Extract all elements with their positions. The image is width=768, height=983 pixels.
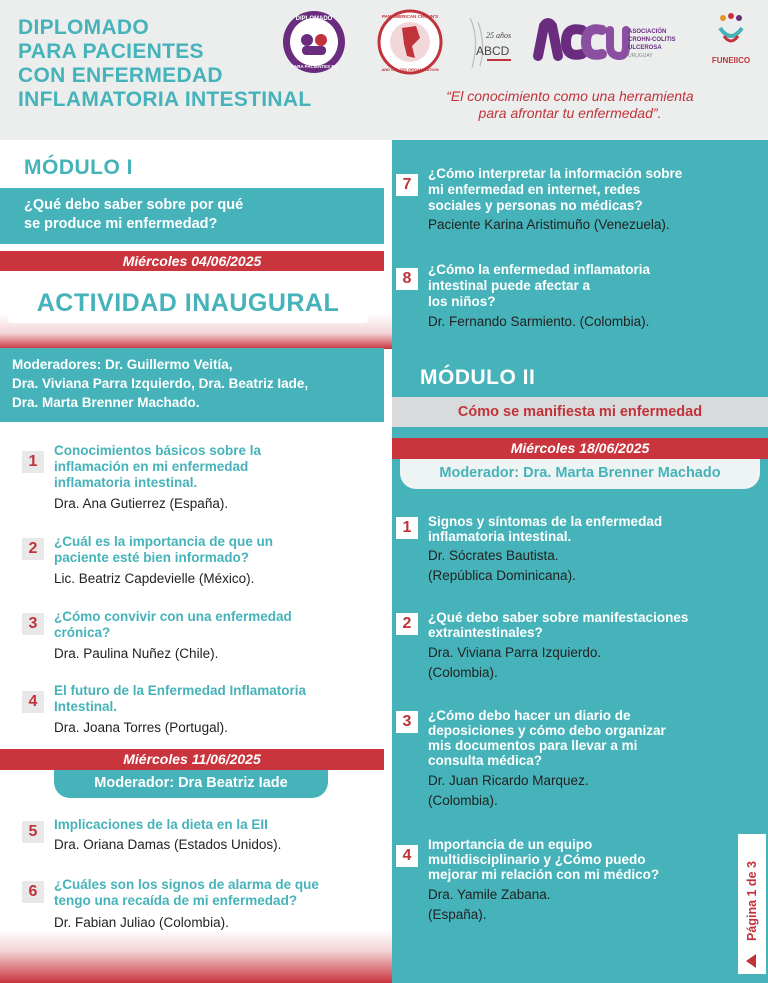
- list-item: [22, 683, 382, 739]
- item-title-line: los niños?: [428, 294, 496, 309]
- item-speaker: Dr. Fernando Sarmiento. (Colombia).: [428, 314, 650, 329]
- item-title-line: consulta médica?: [428, 753, 543, 768]
- item-title-line: ¿Cómo debo hacer un diario de: [428, 708, 631, 723]
- item-title-line: tengo una recaída de mi enfermedad?: [54, 893, 298, 908]
- item-speaker: Dra. Ana Gutierrez (España).: [54, 496, 229, 511]
- title-line: INFLAMATORIA INTESTINAL: [18, 88, 312, 111]
- item-speaker: [428, 771, 589, 811]
- item-title: [428, 262, 650, 310]
- date-band: Miércoles 04/06/2025: [0, 251, 384, 272]
- inaugural-box: [0, 271, 392, 349]
- item-title: [428, 837, 659, 882]
- item-title-line: ¿Qué debo saber sobre manifestaciones: [428, 610, 689, 625]
- item-title-line: Conocimientos básicos sobre la: [54, 443, 262, 458]
- item-speaker: Paciente Karina Aristimuño (Venezuela).: [428, 217, 670, 232]
- module1-question: [0, 188, 384, 244]
- item-speaker: Dr. Fabian Juliao (Colombia).: [54, 915, 229, 930]
- item-speaker: Lic. Beatriz Capdevielle (México).: [54, 571, 255, 586]
- list-item: [22, 609, 382, 665]
- item-title-line: mejorar mi relación con mi médico?: [428, 867, 660, 882]
- list-item: [392, 514, 762, 592]
- logo-text: CROHN-COLITIS: [628, 37, 676, 43]
- item-title: [54, 877, 319, 909]
- item-title-line: ¿Cómo interpretar la información sobre: [428, 166, 683, 181]
- arrow-left-icon[interactable]: [746, 954, 756, 968]
- title-line: DIPLOMADO: [18, 16, 150, 39]
- speaker-line: (España).: [428, 907, 487, 922]
- question-line: ¿Qué debo saber sobre por qué: [24, 197, 244, 213]
- item-number: 5: [22, 821, 44, 843]
- item-title-line: ¿Cuáles son los signos de alarma de que: [54, 877, 319, 892]
- speaker-line: Dr. Juan Ricardo Marquez.: [428, 773, 589, 788]
- item-title-line: sociales y personas no médicas?: [428, 198, 643, 213]
- item-title: [428, 166, 682, 214]
- item-number: 8: [396, 268, 418, 290]
- item-title-line: multidisciplinario y ¿Cómo puedo: [428, 852, 646, 867]
- item-title-line: ¿Cuál es la importancia de que un: [54, 534, 274, 549]
- item-title-line: crónica?: [54, 625, 111, 640]
- item-number: 4: [396, 845, 418, 867]
- module1-title: MÓDULO I: [24, 156, 133, 179]
- list-item: [392, 610, 768, 688]
- quote: [400, 88, 740, 122]
- logo-text: ABCD: [476, 44, 510, 58]
- item-title-line: Intestinal.: [54, 699, 118, 714]
- inaugural-title: ACTIVIDAD INAUGURAL: [8, 283, 368, 323]
- page-indicator-label: Página 1 de 3: [745, 861, 759, 941]
- item-title: [54, 443, 261, 491]
- list-item: [22, 443, 382, 515]
- list-item: [392, 708, 762, 818]
- speaker-line: (Colombia).: [428, 665, 498, 680]
- item-speaker: [428, 885, 551, 925]
- moderator-pill: Moderador: Dra. Marta Brenner Machado: [400, 459, 760, 489]
- item-title: [54, 609, 292, 641]
- item-title: [428, 610, 688, 640]
- logo-text: FUNEIICO: [711, 56, 751, 65]
- item-speaker: [428, 643, 601, 683]
- item-title-line: mis documentos para llevar a mi: [428, 738, 638, 753]
- item-speaker: Dra. Oriana Damas (Estados Unidos).: [54, 837, 282, 852]
- logo-text: PAN AMERICAN CROHN'S: [381, 14, 439, 19]
- item-title-line: ¿Cómo la enfermedad inflamatoria: [428, 262, 651, 277]
- header: [0, 0, 768, 140]
- logo-text: ASOCIACIÓN: [628, 29, 667, 35]
- item-title-line: inflamación en mi enfermedad: [54, 459, 249, 474]
- module2-subtitle: Cómo se manifiesta mi enfermedad: [392, 397, 768, 427]
- item-title: [54, 534, 273, 566]
- item-title-line: Signos y síntomas de la enfermedad: [428, 514, 663, 529]
- item-title: [428, 514, 662, 544]
- item-title-line: inflamatoria intestinal.: [54, 475, 198, 490]
- logo-text: 25 años: [486, 31, 512, 40]
- logo-text: AND COLITIS ORGANIZATION: [381, 67, 439, 72]
- logo-text: ULCEROSA: [628, 45, 662, 51]
- accu-logo: [538, 23, 676, 59]
- bottom-decoration: [0, 930, 392, 983]
- item-title-line: extraintestinales?: [428, 625, 543, 640]
- page-indicator: [738, 834, 766, 974]
- item-title: [54, 817, 268, 833]
- list-item: [392, 837, 732, 933]
- item-speaker: [428, 546, 576, 586]
- item-speaker: Dra. Paulina Nuñez (Chile).: [54, 646, 219, 661]
- moderator-line: Moderadores: Dr. Guillermo Veitía,: [12, 357, 233, 372]
- diplomado-logo: [283, 11, 345, 73]
- date-band: Miércoles 18/06/2025: [392, 438, 768, 459]
- moderator-pill: Moderador: Dra Beatriz Iade: [54, 770, 328, 798]
- item-number: 2: [22, 538, 44, 560]
- list-item: [22, 534, 382, 590]
- item-number: 1: [22, 451, 44, 473]
- pan-american-logo: [379, 11, 441, 73]
- funeiico-logo: [712, 13, 750, 65]
- item-number: 1: [396, 517, 418, 539]
- logo-text: DIPLOMADO: [295, 16, 333, 22]
- item-number: 3: [22, 613, 44, 635]
- list-item: [392, 262, 762, 342]
- item-number: 2: [396, 613, 418, 635]
- title-line: CON ENFERMEDAD: [18, 64, 223, 87]
- item-title-line: Importancia de un equipo: [428, 837, 593, 852]
- moderator-line: Dra. Viviana Parra Izquierdo, Dra. Beatriz Iade,: [12, 376, 309, 391]
- item-speaker: Dra. Joana Torres (Portugal).: [54, 720, 228, 735]
- item-title-line: mi enfermedad en internet, redes: [428, 182, 641, 197]
- item-title-line: deposiciones y cómo debo organizar: [428, 723, 666, 738]
- list-item: [392, 166, 762, 240]
- quote-line: “El conocimiento como una herramienta: [446, 88, 694, 104]
- logo-text: URUGUAY: [628, 53, 653, 59]
- title-line: PARA PACIENTES: [18, 40, 204, 63]
- abcd-logo: [470, 18, 511, 68]
- speaker-line: (Colombia).: [428, 793, 498, 808]
- left-column: [0, 140, 392, 983]
- moderator-line: Dra. Marta Brenner Machado.: [12, 395, 200, 410]
- item-title: [54, 683, 306, 715]
- item-title: [428, 708, 666, 768]
- speaker-line: Dr. Sócrates Bautista.: [428, 548, 559, 563]
- item-number: 6: [22, 881, 44, 903]
- item-title-line: paciente esté bien informado?: [54, 550, 250, 565]
- item-title-line: Implicaciones de la dieta en la EII: [54, 817, 268, 832]
- question-line: se produce mi enfermedad?: [24, 216, 218, 232]
- list-item: [22, 877, 388, 933]
- item-number: 7: [396, 174, 418, 196]
- item-title-line: ¿Cómo convivir con una enfermedad: [54, 609, 292, 624]
- date-band: Miércoles 11/06/2025: [0, 749, 384, 770]
- right-column: [392, 140, 768, 983]
- item-title-line: intestinal puede afectar a: [428, 278, 591, 293]
- speaker-line: Dra. Viviana Parra Izquierdo.: [428, 645, 602, 660]
- list-item: [22, 817, 382, 857]
- item-title-line: inflamatoria intestinal.: [428, 529, 572, 544]
- quote-line: para afrontar tu enfermedad”.: [478, 105, 662, 121]
- partner-logos: [280, 8, 760, 78]
- logo-text: PARA PACIENTES EII: [291, 64, 337, 69]
- module2-title: MÓDULO II: [420, 366, 536, 389]
- speaker-line: (República Dominicana).: [428, 568, 576, 583]
- item-number: 4: [22, 691, 44, 713]
- moderators-box: [0, 348, 384, 422]
- speaker-line: Dra. Yamile Zabana.: [428, 887, 551, 902]
- item-number: 3: [396, 711, 418, 733]
- item-title-line: El futuro de la Enfermedad Inflamatoria: [54, 683, 307, 698]
